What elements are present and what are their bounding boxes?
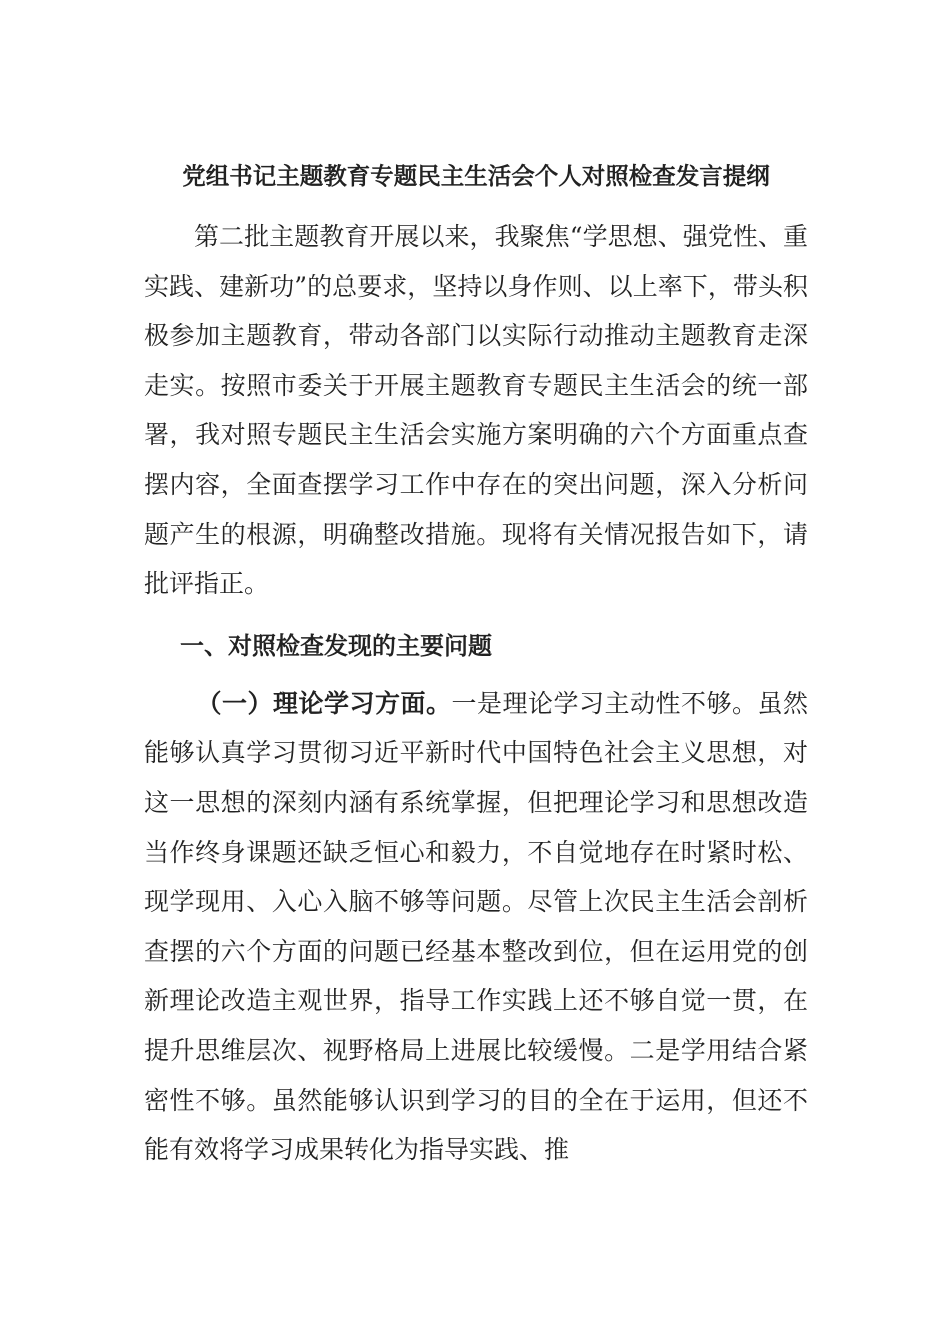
section-heading-1: 一、对照检查发现的主要问题 [180,630,492,660]
intro-paragraph: 第二批主题教育开展以来，我聚焦“学思想、强党性、重实践、建新功”的总要求，坚持以身作则、以上率下，带头积极参加主题教育，带动各部门以实际行动推动主题教育走深走实。按照市委关于开展主题教育专题民主生活会的统一部署，我对照专题民主生活会实施方案明确的六个方面重点查摆内容，全面查摆学习工作中存在的突出问题，深入分析问题产生的根源，明确整改措施。现将有关情况报告如下，请批评指正。 [144,222,808,599]
document-page [144,150,808,1175]
subsection-paragraph-1 [144,679,808,1175]
document-title: 党组书记主题教育专题民主生活会个人对照检查发言提纲 [182,162,770,190]
subsection-lead-1: （一）理论学习方面。 [196,688,452,718]
subsection-body-1: 一是理论学习主动性不够。虽然能够认真学习贯彻习近平新时代中国特色社会主义思想，对这一思想的深刻内涵有系统掌握，但把理论学习和思想改造当作终身课题还缺乏恒心和毅力，不自觉地存在时紧时松、现学现用、入心入脑不够等问题。尽管上次民主生活会剖析查摆的六个方面的问题已经基本整改到位，但在运用党的创新理论改造主观世界，指导工作实践上还不够自觉一贯，在提升思维层次、视野格局上进展比较缓慢。二是学用结合紧密性不够。虽然能够认识到学习的目的全在于运用，但还不能有效将学习成果转化为指导实践、推 [144,688,808,1165]
